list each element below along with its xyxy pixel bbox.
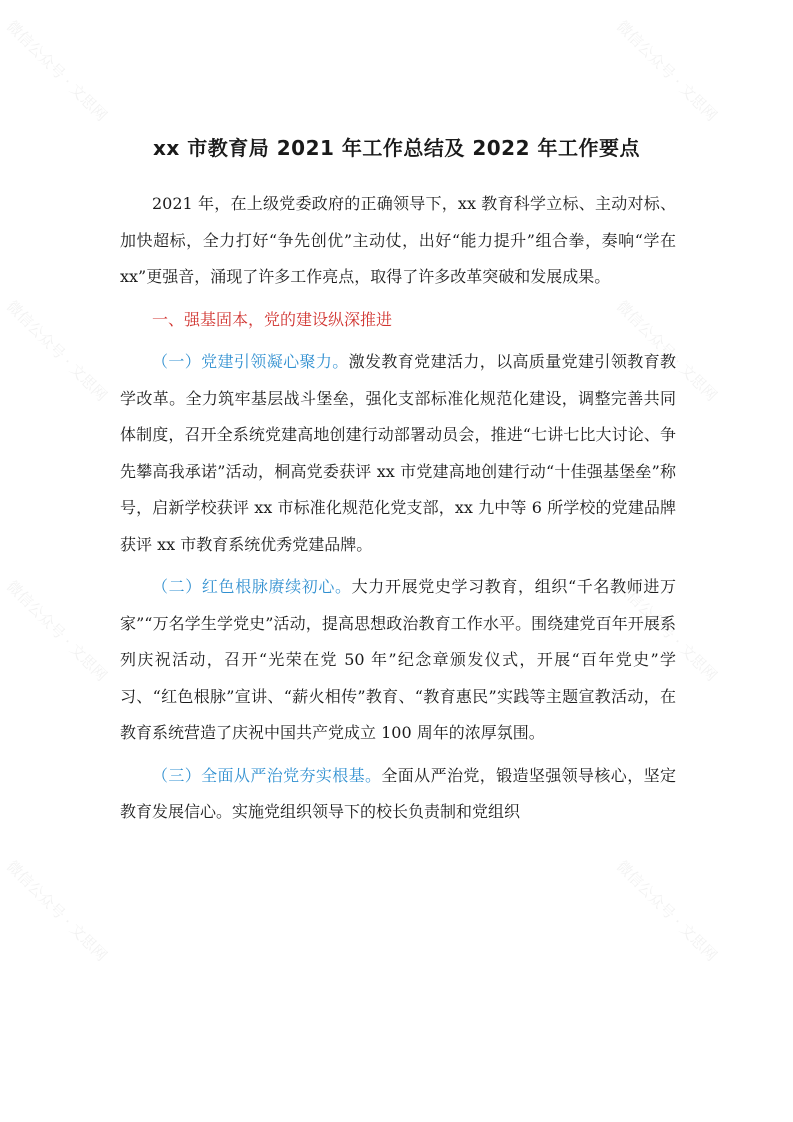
- watermark: 微信公众号 · 文思网: [2, 297, 111, 405]
- paragraph-2: [120, 569, 676, 752]
- watermark: 微信公众号 · 文思网: [612, 297, 721, 405]
- watermark: 微信公众号 · 文思网: [2, 577, 111, 685]
- paragraph-subtitle: （三）全面从严治党夯实根基。: [152, 765, 382, 785]
- intro-paragraph: 2021 年，在上级党委政府的正确领导下，xx 教育科学立标、主动对标、加快超标，全力打好“争先创优”主动仗，出好“能力提升”组合拳，奏响“学在 xx”更强音，涌现了许多工作亮点，取得了许多改革突破和发展成果。: [120, 194, 676, 286]
- document-body: [120, 186, 676, 837]
- paragraph-3: [120, 758, 676, 831]
- paragraph-text: 大力开展党史学习教育，组织“千名教师进万家”“万名学生学党史”活动，提高思想政治教育工作水平。围绕建党百年开展系列庆祝活动，召开“光荣在党 50 年”纪念章颁发仪式，开展“百年党史”学习、“红色根脉”宣讲、“薪火相传”教育、“教育惠民”实践等主题宣教活动，在教育系统营造了庆祝中国共产党成立 100 周年的浓厚氛围。: [120, 577, 676, 742]
- section-heading: 一、强基固本，党的建设纵深推进: [152, 309, 393, 329]
- paragraph-subtitle: （一）党建引领凝心聚力。: [152, 352, 349, 371]
- paragraph-text: 全面从严治党，锻造坚强领导核心，坚定教育发展信心。实施党组织领导下的校长负责制和党组织: [120, 765, 676, 821]
- paragraph-1: [120, 344, 676, 563]
- watermark: 微信公众号 · 文思网: [612, 17, 721, 125]
- watermark: 微信公众号 · 文思网: [612, 577, 721, 685]
- document-title: xx 市教育局 2021 年工作总结及 2022 年工作要点: [153, 136, 640, 160]
- paragraph-text: 激发教育党建活力，以高质量党建引领教育教学改革。全力筑牢基层战斗堡垒，强化支部标准化规范化建设，调整完善共同体制度，召开全系统党建高地创建行动部署动员会，推进“七讲七比大讨论、争先攀高我承诺”活动，桐高党委获评 xx 市党建高地创建行动“十佳强基堡垒”称号，启新学校获评 xx 市标准化规范化党支部，xx 九中等 6 所学校的党建品牌获评 xx 市教育系统优秀党建品牌。: [120, 352, 676, 554]
- watermark: 微信公众号 · 文思网: [612, 857, 721, 965]
- paragraph-subtitle: （二）红色根脉赓续初心。: [152, 577, 352, 596]
- watermark: 微信公众号 · 文思网: [2, 17, 111, 125]
- watermark: 微信公众号 · 文思网: [2, 857, 111, 965]
